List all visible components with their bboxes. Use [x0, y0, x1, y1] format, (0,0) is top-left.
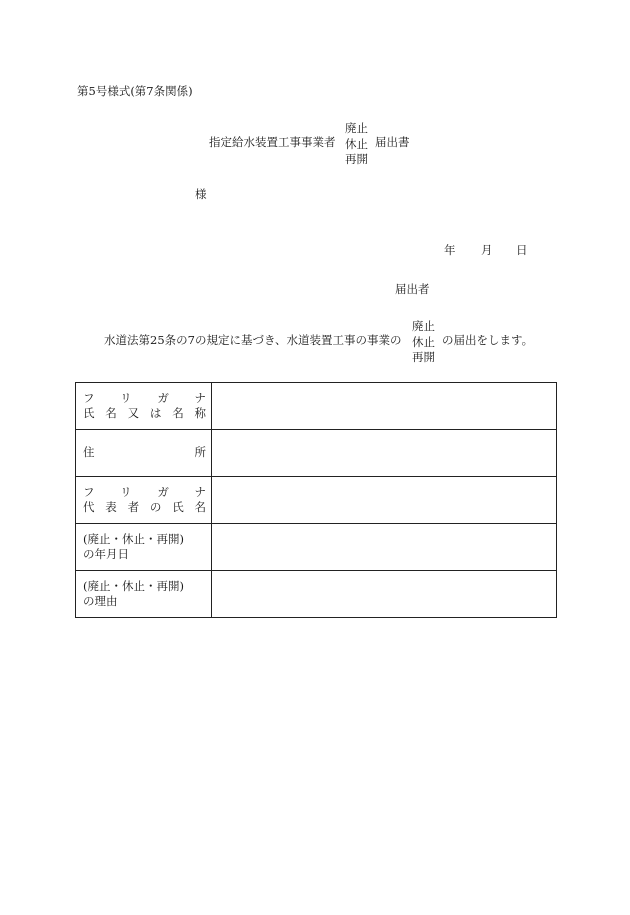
label-line-furigana — [83, 391, 206, 407]
label-char: 名 — [194, 500, 206, 514]
table-row — [76, 571, 557, 618]
row-label-reason — [76, 571, 212, 618]
label-char: 名 — [105, 406, 117, 420]
body-suffix: の届出をします。 — [442, 333, 534, 347]
representative-field[interactable] — [212, 477, 557, 524]
label-line-status: (廃止・休止・再開) — [83, 578, 184, 593]
name-field[interactable] — [212, 383, 557, 430]
label-line-reason: の理由 — [83, 594, 118, 608]
date-field[interactable] — [212, 524, 557, 571]
label-char: フ — [83, 484, 95, 499]
label-char: 称 — [194, 406, 206, 420]
label-line-representative — [83, 500, 206, 516]
document-title: 指定給水装置工事事業者 — [209, 135, 336, 149]
label-char: 名 — [172, 406, 184, 420]
reason-field[interactable] — [212, 571, 557, 618]
label-char: 住 — [83, 445, 95, 460]
label-char: 氏 — [83, 406, 95, 420]
title-option-abolish: 廃止 — [345, 121, 368, 135]
body-options — [412, 319, 435, 366]
info-table — [75, 382, 557, 618]
address-field[interactable] — [212, 430, 557, 477]
label-char: 所 — [194, 445, 206, 460]
date-month-label: 月 — [481, 243, 493, 257]
title-option-resume: 再開 — [345, 152, 368, 166]
label-char: リ — [120, 390, 132, 405]
row-label-date — [76, 524, 212, 571]
title-option-suspend: 休止 — [345, 136, 368, 151]
label-char: 者 — [127, 500, 140, 514]
label-char: の — [149, 500, 162, 514]
label-char: 代 — [83, 500, 95, 514]
addressee-honorific: 様 — [195, 187, 207, 201]
table-row — [76, 477, 557, 524]
label-char: 又 — [127, 406, 140, 420]
form-number: 第5号様式(第7条関係) — [77, 84, 193, 98]
notifier-label: 届出者 — [395, 282, 430, 296]
label-line-furigana — [83, 485, 206, 501]
label-char: は — [149, 406, 162, 420]
date-year-label: 年 — [444, 243, 456, 257]
title-suffix: 届出書 — [375, 135, 410, 149]
label-char: ナ — [194, 390, 206, 405]
label-char: ナ — [194, 484, 206, 499]
body-text: 水道法第25条の7の規定に基づき、水道装置工事の事業の — [104, 333, 402, 347]
date-day-label: 日 — [516, 243, 528, 257]
label-char: リ — [120, 484, 132, 499]
row-label-address — [76, 430, 212, 477]
body-option-abolish: 廃止 — [412, 319, 435, 333]
table-row — [76, 524, 557, 571]
label-char: 氏 — [172, 500, 184, 514]
label-line-date: の年月日 — [83, 547, 129, 561]
label-line-status: (廃止・休止・再開) — [83, 531, 184, 546]
label-line-name — [83, 406, 206, 422]
label-char: ガ — [157, 390, 169, 405]
table-row — [76, 430, 557, 477]
row-label-name — [76, 383, 212, 430]
label-char: フ — [83, 390, 95, 405]
body-option-resume: 再開 — [412, 350, 435, 364]
body-option-suspend: 休止 — [412, 334, 435, 349]
row-label-representative — [76, 477, 212, 524]
table-row — [76, 383, 557, 430]
title-options — [345, 121, 368, 168]
label-char: ガ — [157, 484, 169, 499]
label-char: 表 — [105, 500, 117, 514]
label-line-address — [83, 445, 206, 461]
